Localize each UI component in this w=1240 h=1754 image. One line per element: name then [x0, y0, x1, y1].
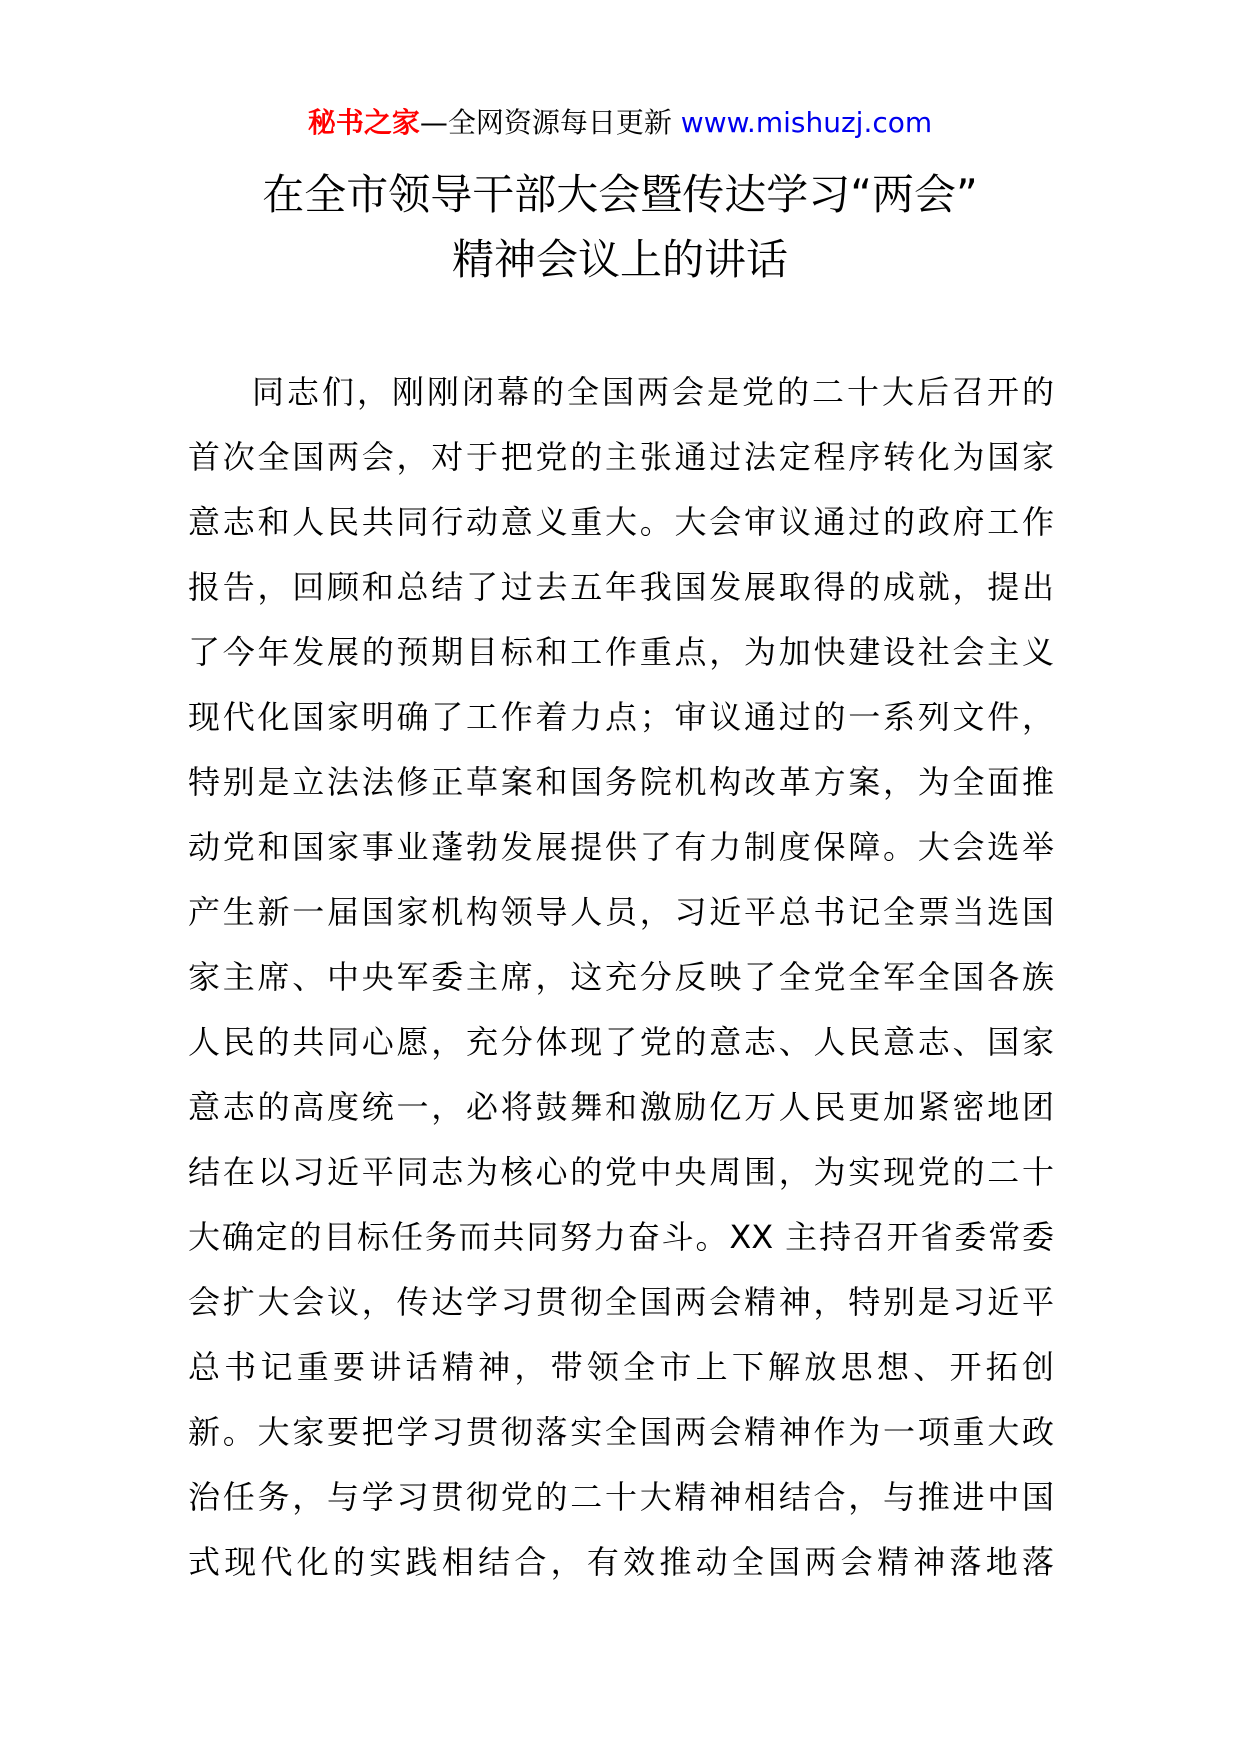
body-line: 会扩大会议，传达学习贯彻全国两会精神，特别是习近平 — [188, 1283, 1054, 1321]
title-line-2: 精神会议上的讲话 — [451, 235, 788, 284]
body-line: 人民的共同心愿，充分体现了党的意志、人民意志、国家 — [188, 1023, 1054, 1061]
body-line: 大确定的目标任务而共同努力奋斗。XX 主持召开省委常委 — [188, 1218, 1054, 1256]
brand-name: 秘书之家 — [307, 106, 420, 139]
document-body — [188, 360, 1054, 1595]
body-line: 报告，回顾和总结了过去五年我国发展取得的成就，提出 — [188, 568, 1054, 606]
body-line: 治任务，与学习贯彻党的二十大精神相结合，与推进中国 — [188, 1478, 1054, 1516]
body-line: 了今年发展的预期目标和工作重点，为加快建设社会主义 — [188, 633, 1054, 671]
body-line: 动党和国家事业蓬勃发展提供了有力制度保障。大会选举 — [188, 828, 1054, 866]
title-line-1: 在全市领导干部大会暨传达学习“两会” — [262, 170, 978, 219]
website-link[interactable]: www.mishuzj.com — [680, 106, 933, 139]
body-line: 新。大家要把学习贯彻落实全国两会精神作为一项重大政 — [188, 1413, 1054, 1451]
site-banner — [0, 103, 1240, 143]
body-line: 式现代化的实践相结合，有效推动全国两会精神落地落 — [188, 1543, 1054, 1581]
body-line: 首次全国两会，对于把党的主张通过法定程序转化为国家 — [188, 438, 1054, 476]
brand-tagline: —全网资源每日更新 — [419, 106, 672, 139]
body-line: 现代化国家明确了工作着力点；审议通过的一系列文件， — [188, 698, 1054, 736]
body-line: 家主席、中央军委主席，这充分反映了全党全军全国各族 — [188, 958, 1054, 996]
body-line: 意志和人民共同行动意义重大。大会审议通过的政府工作 — [188, 503, 1054, 541]
body-line: 特别是立法法修正草案和国务院机构改革方案，为全面推 — [188, 763, 1054, 801]
body-line: 总书记重要讲话精神，带领全市上下解放思想、开拓创 — [188, 1348, 1054, 1386]
body-line: 产生新一届国家机构领导人员，习近平总书记全票当选国 — [188, 893, 1054, 931]
body-line: 意志的高度统一，必将鼓舞和激励亿万人民更加紧密地团 — [188, 1088, 1054, 1126]
document-title — [0, 162, 1240, 292]
body-line: 同志们，刚刚闭幕的全国两会是党的二十大后召开的 — [252, 373, 1054, 411]
body-line: 结在以习近平同志为核心的党中央周围，为实现党的二十 — [188, 1153, 1054, 1191]
